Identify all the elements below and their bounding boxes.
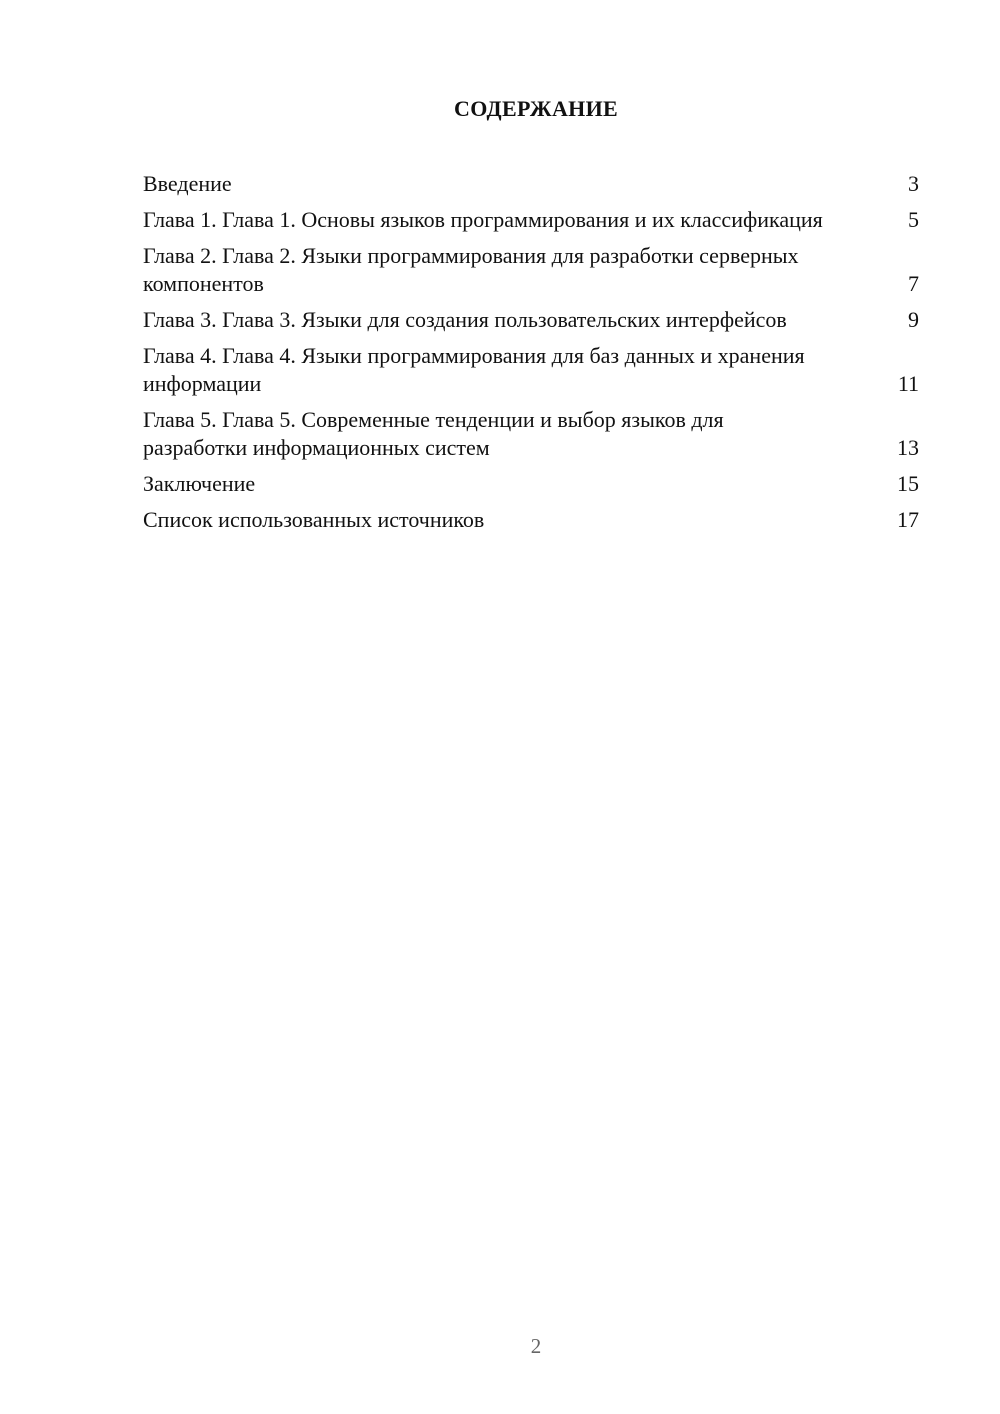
table-of-contents [143, 170, 919, 542]
toc-entry-chapter-5 [143, 406, 919, 462]
toc-entry-label: Введение [143, 171, 232, 196]
toc-entry-conclusion [143, 470, 919, 498]
toc-entry-page: 3 [908, 171, 919, 196]
page-title: СОДЕРЖАНИЕ [454, 96, 618, 121]
toc-entry-label: Заключение [143, 471, 256, 496]
page-number: 2 [530, 1334, 542, 1358]
toc-entry-page: 5 [908, 207, 919, 232]
toc-entry-chapter-2 [143, 242, 919, 298]
toc-entry-introduction [143, 170, 919, 198]
toc-entry-label: Глава 1. Глава 1. Основы языков программирования и их классификация [143, 207, 823, 232]
toc-entry-label: Глава 2. Глава 2. Языки программирования для разработки серверных компонентов [143, 243, 799, 296]
toc-entry-chapter-3 [143, 306, 919, 334]
toc-entry-page: 11 [897, 371, 919, 396]
toc-entry-label: Глава 4. Глава 4. Языки программирования для баз данных и хранения информации [143, 343, 805, 396]
toc-entry-chapter-1 [143, 206, 919, 234]
toc-entry-label: Глава 3. Глава 3. Языки для создания пользовательских интерфейсов [143, 307, 787, 332]
toc-entry-references [143, 506, 919, 534]
toc-entry-label: Глава 5. Глава 5. Современные тенденции и выбор языков для разработки информационных систем [143, 407, 724, 460]
toc-entry-page: 7 [908, 271, 919, 296]
toc-entry-label: Список использованных источников [143, 507, 485, 532]
toc-entry-page: 15 [897, 471, 919, 496]
toc-entry-chapter-4 [143, 342, 919, 398]
toc-entry-page: 13 [897, 435, 919, 460]
toc-entry-page: 17 [897, 507, 919, 532]
toc-entry-page: 9 [908, 307, 919, 332]
